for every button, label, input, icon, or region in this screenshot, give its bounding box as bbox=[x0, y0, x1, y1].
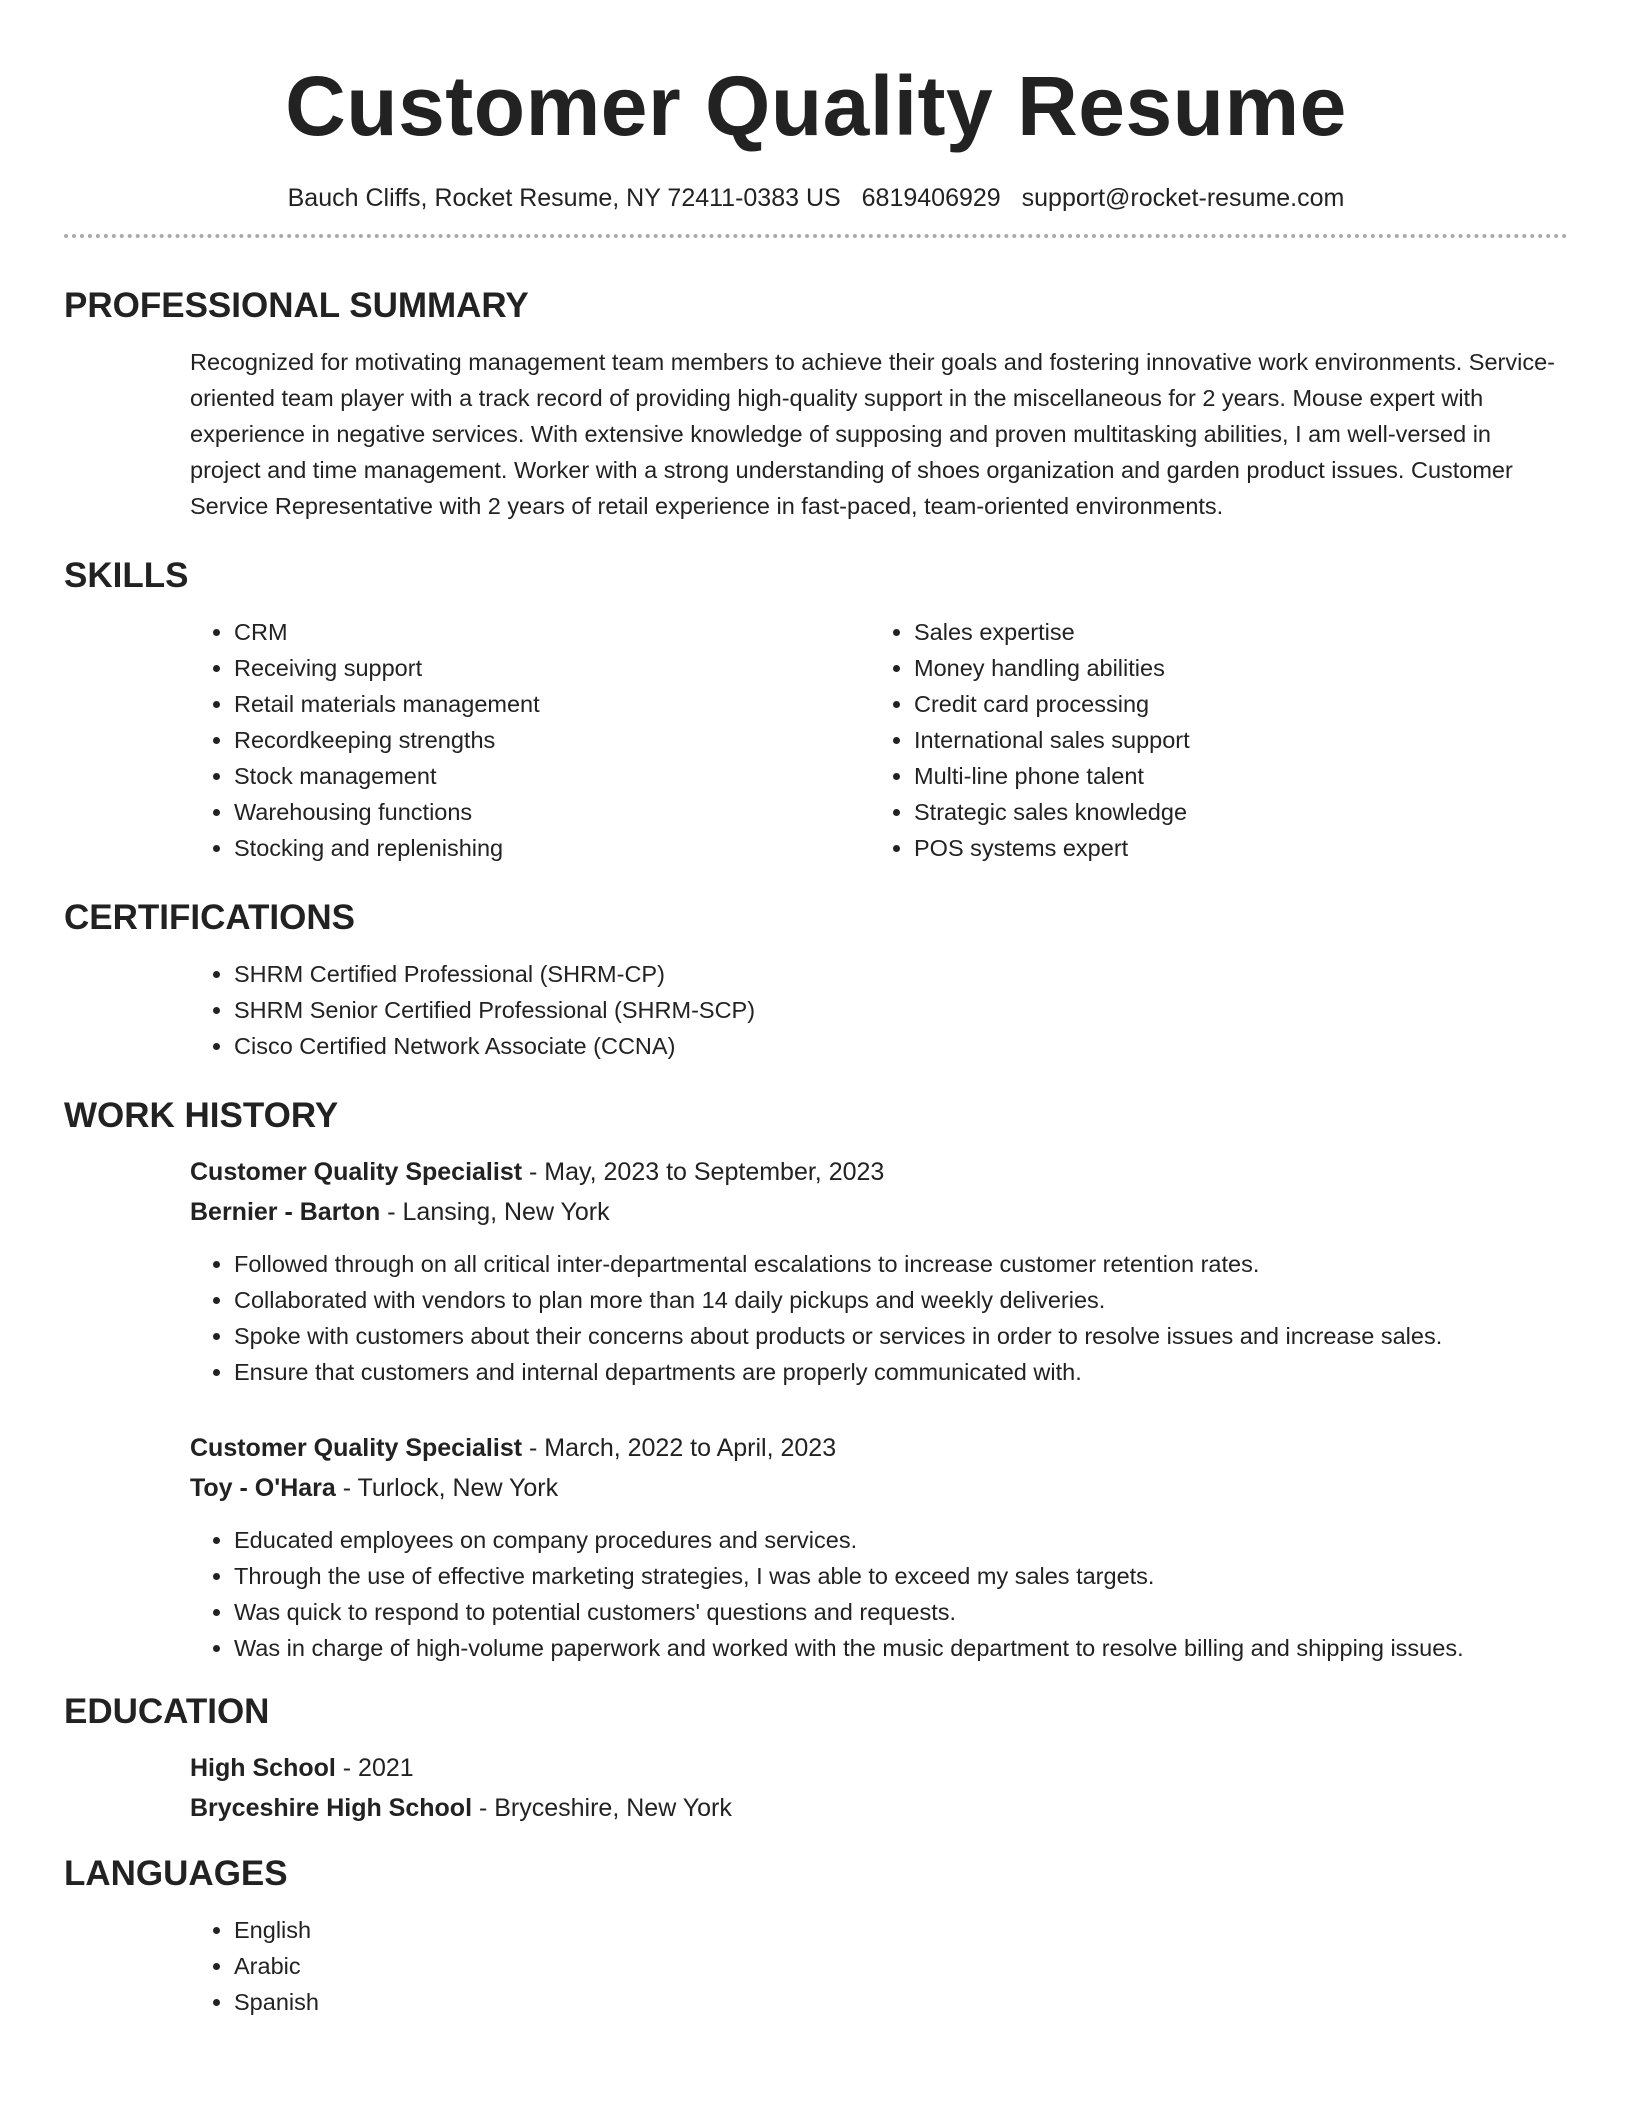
list-item: • Money handling abilities bbox=[914, 650, 1550, 686]
list-item: • Multi-line phone talent bbox=[914, 758, 1550, 794]
list-item: • SHRM Senior Certified Professional (SHRM-SCP) bbox=[234, 992, 1568, 1028]
job-company: Toy - O'Hara bbox=[190, 1474, 336, 1502]
education-school: Bryceshire High School bbox=[190, 1794, 473, 1822]
job-bullets bbox=[190, 1522, 1568, 1666]
education-degree: High School bbox=[190, 1754, 336, 1782]
section-title-education: EDUCATION bbox=[64, 1692, 270, 1731]
list-item: • POS systems expert bbox=[914, 830, 1550, 866]
job-title-line bbox=[190, 1152, 1568, 1192]
education-year: - 2021 bbox=[335, 1754, 414, 1782]
list-item: • Arabic bbox=[234, 1948, 1568, 1984]
job-role: Customer Quality Specialist bbox=[190, 1158, 523, 1186]
job-company: Bernier - Barton bbox=[190, 1198, 381, 1226]
contact-line bbox=[64, 182, 1568, 214]
job-role: Customer Quality Specialist bbox=[190, 1434, 523, 1462]
list-item: • Cisco Certified Network Associate (CCNA) bbox=[234, 1028, 1568, 1064]
section-summary bbox=[64, 284, 1568, 524]
section-title-certifications: CERTIFICATIONS bbox=[64, 898, 356, 937]
contact-phone: 6819406929 bbox=[861, 184, 1001, 212]
list-item: • Recordkeeping strengths bbox=[234, 722, 870, 758]
header-divider bbox=[64, 234, 1568, 238]
skills-list-right bbox=[870, 614, 1550, 866]
list-item: • Was in charge of high-volume paperwork and worked with the music department to resolve billing and shipping issues. bbox=[234, 1630, 1568, 1666]
certifications-block bbox=[190, 956, 1568, 1064]
job-entry bbox=[190, 1152, 1568, 1390]
list-item: • Warehousing functions bbox=[234, 794, 870, 830]
skills-column-right bbox=[870, 614, 1550, 866]
list-item: • Spoke with customers about their concerns about products or services in order to resolve issues and increase sales. bbox=[234, 1318, 1568, 1354]
list-item: • Sales expertise bbox=[914, 614, 1550, 650]
job-company-line bbox=[190, 1192, 1568, 1232]
languages-list bbox=[190, 1912, 1568, 2020]
list-item: • Followed through on all critical inter-departmental escalations to increase customer retention rates. bbox=[234, 1246, 1568, 1282]
contact-address: Bauch Cliffs, Rocket Resume, NY 72411-0383 US bbox=[287, 184, 841, 212]
list-item: • CRM bbox=[234, 614, 870, 650]
section-title-summary: PROFESSIONAL SUMMARY bbox=[64, 286, 529, 325]
skills-column-left bbox=[190, 614, 870, 866]
education-degree-line bbox=[190, 1748, 1568, 1788]
job-entry bbox=[190, 1428, 1568, 1666]
list-item: • Stocking and replenishing bbox=[234, 830, 870, 866]
job-dates: - May, 2023 to September, 2023 bbox=[522, 1158, 885, 1186]
education-school-line bbox=[190, 1788, 1568, 1828]
contact-email[interactable]: support@rocket-resume.com bbox=[1021, 184, 1345, 212]
languages-block bbox=[190, 1912, 1568, 2020]
list-item: • Educated employees on company procedures and services. bbox=[234, 1522, 1568, 1558]
resume-header bbox=[64, 0, 1568, 214]
certifications-list bbox=[190, 956, 1568, 1064]
job-location: - Lansing, New York bbox=[380, 1198, 610, 1226]
list-item: • Through the use of effective marketing strategies, I was able to exceed my sales targets. bbox=[234, 1558, 1568, 1594]
list-item: • Credit card processing bbox=[914, 686, 1550, 722]
job-dates: - March, 2022 to April, 2023 bbox=[522, 1434, 837, 1462]
list-item: • SHRM Certified Professional (SHRM-CP) bbox=[234, 956, 1568, 992]
section-languages bbox=[64, 1852, 1568, 2020]
section-skills bbox=[64, 554, 1568, 866]
summary-text: Recognized for motivating management team members to achieve their goals and fostering innovative work environments. Service-oriented team player with a track record of providing high-quality support in the miscellaneous for 2 years. Mouse expert with experience in negative services. With extensive knowledge of supposing and proven multitasking abilities, I am well-versed in project and time management. Worker with a strong understanding of shoes organization and garden product issues. Customer Service Representative with 2 years of retail experience in fast-paced, team-oriented environments. bbox=[190, 349, 1555, 519]
job-bullets bbox=[190, 1246, 1568, 1390]
section-title-languages: LANGUAGES bbox=[64, 1854, 288, 1893]
skills-list-left bbox=[190, 614, 870, 866]
resume-title: Customer Quality Resume bbox=[285, 59, 1347, 153]
section-work-history bbox=[64, 1094, 1568, 1666]
section-education bbox=[64, 1690, 1568, 1828]
list-item: • Retail materials management bbox=[234, 686, 870, 722]
job-location: - Turlock, New York bbox=[335, 1474, 559, 1502]
list-item: • English bbox=[234, 1912, 1568, 1948]
section-certifications bbox=[64, 896, 1568, 1064]
education-entry bbox=[190, 1748, 1568, 1828]
skills-columns bbox=[190, 614, 1568, 866]
list-item: • Collaborated with vendors to plan more than 14 daily pickups and weekly deliveries. bbox=[234, 1282, 1568, 1318]
job-company-line bbox=[190, 1468, 1568, 1508]
list-item: • Ensure that customers and internal departments are properly communicated with. bbox=[234, 1354, 1568, 1390]
list-item: • Was quick to respond to potential customers' questions and requests. bbox=[234, 1594, 1568, 1630]
section-title-work: WORK HISTORY bbox=[64, 1096, 339, 1135]
list-item: • Strategic sales knowledge bbox=[914, 794, 1550, 830]
section-title-skills: SKILLS bbox=[64, 556, 189, 595]
list-item: • International sales support bbox=[914, 722, 1550, 758]
list-item: • Spanish bbox=[234, 1984, 1568, 2020]
list-item: • Stock management bbox=[234, 758, 870, 794]
job-title-line bbox=[190, 1428, 1568, 1468]
list-item: • Receiving support bbox=[234, 650, 870, 686]
education-location: - Bryceshire, New York bbox=[472, 1794, 732, 1822]
